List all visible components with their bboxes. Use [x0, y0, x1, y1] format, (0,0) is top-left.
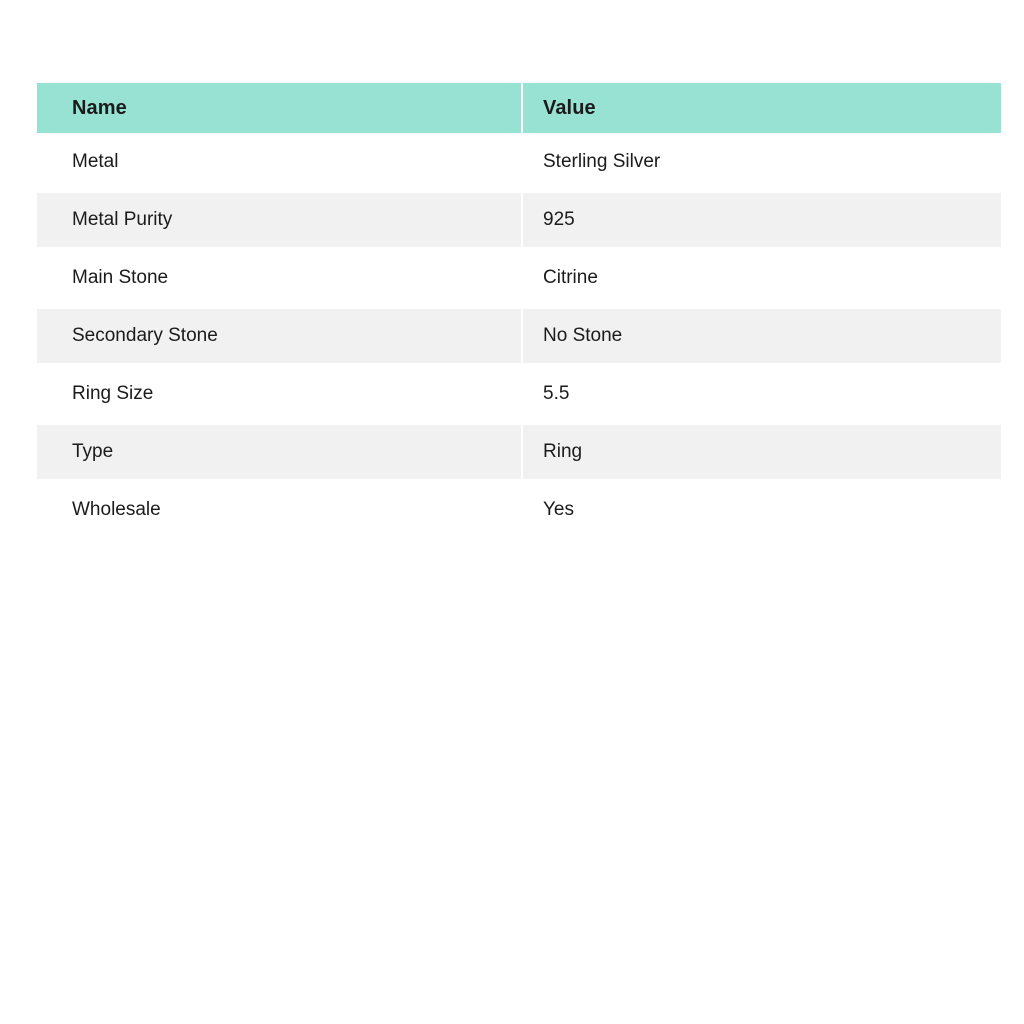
attribute-value: Sterling Silver	[523, 133, 1001, 191]
attribute-value: Yes	[523, 481, 1001, 539]
attribute-name: Ring Size	[37, 365, 523, 423]
table-row-main-stone	[37, 249, 1001, 307]
attribute-name: Secondary Stone	[37, 307, 523, 365]
attribute-value: 5.5	[523, 365, 1001, 423]
attribute-value: Citrine	[523, 249, 1001, 307]
attribute-value: Ring	[523, 423, 1001, 481]
table-row-secondary-stone	[37, 307, 1001, 365]
product-attributes-table	[37, 83, 1001, 539]
attribute-value: 925	[523, 191, 1001, 249]
attribute-name: Main Stone	[37, 249, 523, 307]
column-header-name: Name	[37, 83, 523, 133]
table-row-wholesale	[37, 481, 1001, 539]
table-row-type	[37, 423, 1001, 481]
attribute-name: Wholesale	[37, 481, 523, 539]
attribute-name: Metal	[37, 133, 523, 191]
table-row-metal	[37, 133, 1001, 191]
attribute-name: Type	[37, 423, 523, 481]
table-header-row	[37, 83, 1001, 133]
column-header-value: Value	[523, 83, 1001, 133]
attribute-value: No Stone	[523, 307, 1001, 365]
table-row-ring-size	[37, 365, 1001, 423]
attribute-name: Metal Purity	[37, 191, 523, 249]
table-row-metal-purity	[37, 191, 1001, 249]
